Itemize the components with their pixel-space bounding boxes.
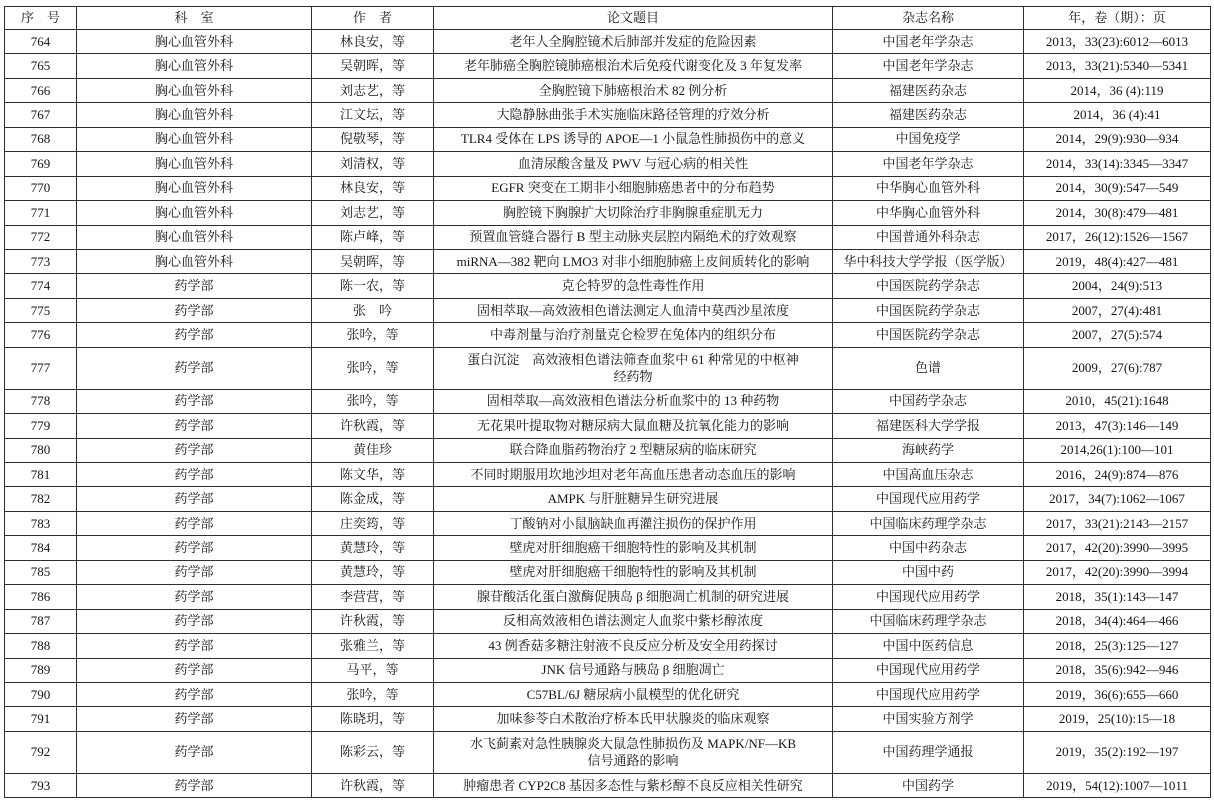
cell-number: 788	[5, 634, 77, 658]
cell-journal: 中国医院药学杂志	[833, 274, 1024, 298]
table-header	[5, 7, 1211, 30]
table-row	[5, 560, 1211, 584]
cell-journal: 中国现代应用药学	[833, 682, 1024, 706]
cell-title: 腺苷酸活化蛋白激酶促胰岛 β 细胞凋亡机制的研究进展	[434, 585, 833, 609]
cell-citation: 2019，48(4):427—481	[1024, 249, 1211, 273]
header-journal: 杂志名称	[833, 7, 1024, 30]
cell-citation: 2007，27(4):481	[1024, 298, 1211, 322]
cell-department: 药学部	[77, 560, 312, 584]
cell-author: 吴朝晖，等	[312, 54, 434, 78]
cell-author: 张雅兰，等	[312, 634, 434, 658]
cell-department: 药学部	[77, 682, 312, 706]
cell-journal: 中国医院药学杂志	[833, 298, 1024, 322]
cell-department: 药学部	[77, 438, 312, 462]
cell-journal: 中国老年学杂志	[833, 54, 1024, 78]
cell-journal: 中国现代应用药学	[833, 585, 1024, 609]
cell-title: 全胸腔镜下肺癌根治术 82 例分析	[434, 78, 833, 102]
cell-number: 777	[5, 347, 77, 389]
cell-department: 药学部	[77, 298, 312, 322]
cell-department: 药学部	[77, 658, 312, 682]
cell-journal: 中国医院药学杂志	[833, 323, 1024, 347]
cell-author: 林良安，等	[312, 30, 434, 54]
cell-title: 中毒剂量与治疗剂量克仑检罗在兔体内的组织分布	[434, 323, 833, 347]
cell-department: 胸心血管外科	[77, 78, 312, 102]
table-row	[5, 176, 1211, 200]
table-row	[5, 707, 1211, 731]
cell-journal: 中国药学杂志	[833, 389, 1024, 413]
cell-author: 江文坛，等	[312, 103, 434, 127]
table-header-row	[5, 7, 1211, 30]
cell-department: 胸心血管外科	[77, 127, 312, 151]
cell-citation: 2014，36 (4):41	[1024, 103, 1211, 127]
cell-number: 780	[5, 438, 77, 462]
cell-author: 黄佳珍	[312, 438, 434, 462]
table-row	[5, 609, 1211, 633]
cell-number: 786	[5, 585, 77, 609]
table-row	[5, 347, 1211, 389]
table-row	[5, 249, 1211, 273]
table-row	[5, 487, 1211, 511]
cell-journal: 中国临床药理学杂志	[833, 511, 1024, 535]
cell-title: 老年肺癌全胸腔镜肺癌根治术后免疫代谢变化及 3 年复发率	[434, 54, 833, 78]
cell-author: 张吟，等	[312, 389, 434, 413]
cell-author: 李营营，等	[312, 585, 434, 609]
cell-number: 783	[5, 511, 77, 535]
table-row	[5, 463, 1211, 487]
cell-journal: 福建医药杂志	[833, 78, 1024, 102]
cell-author: 陈彩云，等	[312, 731, 434, 773]
table-row	[5, 103, 1211, 127]
cell-title: 43 例香菇多糖注射液不良反应分析及安全用药探讨	[434, 634, 833, 658]
cell-journal: 中国高血压杂志	[833, 463, 1024, 487]
table-row	[5, 127, 1211, 151]
cell-title: 壁虎对肝细胞癌干细胞特性的影响及其机制	[434, 560, 833, 584]
table-row	[5, 731, 1211, 773]
cell-title: 肿瘤患者 CYP2C8 基因多态性与紫杉醇不良反应相关性研究	[434, 773, 833, 797]
cell-number: 793	[5, 773, 77, 797]
cell-department: 药学部	[77, 323, 312, 347]
cell-journal: 华中科技大学学报（医学版）	[833, 249, 1024, 273]
cell-citation: 2014，33(14):3345—3347	[1024, 152, 1211, 176]
cell-number: 774	[5, 274, 77, 298]
header-number: 序 号	[5, 7, 77, 30]
cell-journal: 中国老年学杂志	[833, 152, 1024, 176]
cell-citation: 2007，27(5):574	[1024, 323, 1211, 347]
cell-title: 不同时期服用坎地沙坦对老年高血压患者动态血压的影响	[434, 463, 833, 487]
cell-title: 加味参苓白术散治疗桥本氏甲状腺炎的临床观察	[434, 707, 833, 731]
table-row	[5, 682, 1211, 706]
cell-author: 倪敬琴，等	[312, 127, 434, 151]
cell-journal: 福建医科大学学报	[833, 414, 1024, 438]
cell-citation: 2017，42(20):3990—3994	[1024, 560, 1211, 584]
cell-author: 黄慧玲，等	[312, 560, 434, 584]
table-row	[5, 634, 1211, 658]
cell-department: 胸心血管外科	[77, 249, 312, 273]
cell-title: 大隐静脉曲张手术实施临床路径管理的疗效分析	[434, 103, 833, 127]
cell-citation: 2014，36 (4):119	[1024, 78, 1211, 102]
cell-journal: 中华胸心血管外科	[833, 176, 1024, 200]
cell-journal: 福建医药杂志	[833, 103, 1024, 127]
cell-title: JNK 信号通路与胰岛 β 细胞凋亡	[434, 658, 833, 682]
cell-department: 药学部	[77, 773, 312, 797]
table-row	[5, 78, 1211, 102]
cell-title: 老年人全胸腔镜术后肺部并发症的危险因素	[434, 30, 833, 54]
table-row	[5, 225, 1211, 249]
cell-department: 药学部	[77, 609, 312, 633]
cell-title: C57BL/6J 糖尿病小鼠模型的优化研究	[434, 682, 833, 706]
cell-title: miRNA—382 靶向 LMO3 对非小细胞肺癌上皮间质转化的影响	[434, 249, 833, 273]
cell-number: 790	[5, 682, 77, 706]
cell-citation: 2019，36(6):655—660	[1024, 682, 1211, 706]
cell-number: 787	[5, 609, 77, 633]
cell-citation: 2009，27(6):787	[1024, 347, 1211, 389]
header-citation: 年，卷（期）：页	[1024, 7, 1211, 30]
cell-citation: 2018，25(3):125—127	[1024, 634, 1211, 658]
cell-journal: 中国现代应用药学	[833, 658, 1024, 682]
cell-author: 陈一农，等	[312, 274, 434, 298]
cell-number: 791	[5, 707, 77, 731]
publications-table	[4, 6, 1211, 798]
cell-title: 克仑特罗的急性毒性作用	[434, 274, 833, 298]
cell-department: 胸心血管外科	[77, 176, 312, 200]
cell-department: 药学部	[77, 487, 312, 511]
header-department: 科 室	[77, 7, 312, 30]
table-row	[5, 585, 1211, 609]
cell-department: 药学部	[77, 414, 312, 438]
cell-number: 767	[5, 103, 77, 127]
cell-journal: 中国中药杂志	[833, 536, 1024, 560]
cell-title: 蛋白沉淀 高效液相色谱法筛查血浆中 61 种常见的中枢神经药物	[434, 347, 833, 389]
cell-department: 胸心血管外科	[77, 225, 312, 249]
cell-department: 药学部	[77, 347, 312, 389]
cell-title: 预置血管缝合器行 B 型主动脉夹层腔内隔绝术的疗效观察	[434, 225, 833, 249]
cell-number: 776	[5, 323, 77, 347]
cell-department: 胸心血管外科	[77, 30, 312, 54]
table-row	[5, 298, 1211, 322]
cell-title: TLR4 受体在 LPS 诱导的 APOE—1 小鼠急性肺损伤中的意义	[434, 127, 833, 151]
cell-journal: 中国免疫学	[833, 127, 1024, 151]
cell-author: 张吟，等	[312, 323, 434, 347]
cell-number: 782	[5, 487, 77, 511]
cell-citation: 2018，35(1):143—147	[1024, 585, 1211, 609]
cell-citation: 2004，24(9):513	[1024, 274, 1211, 298]
cell-citation: 2010，45(21):1648	[1024, 389, 1211, 413]
table-row	[5, 511, 1211, 535]
cell-number: 772	[5, 225, 77, 249]
header-title: 论文题目	[434, 7, 833, 30]
cell-journal: 中国现代应用药学	[833, 487, 1024, 511]
table-body	[5, 30, 1211, 798]
cell-author: 陈晓玥，等	[312, 707, 434, 731]
table-row	[5, 152, 1211, 176]
cell-number: 770	[5, 176, 77, 200]
cell-author: 马平，等	[312, 658, 434, 682]
cell-citation: 2017，33(21):2143—2157	[1024, 511, 1211, 535]
cell-journal: 中国中医药信息	[833, 634, 1024, 658]
cell-department: 药学部	[77, 463, 312, 487]
cell-department: 药学部	[77, 634, 312, 658]
cell-journal: 中国普通外科杂志	[833, 225, 1024, 249]
cell-journal: 中国实验方剂学	[833, 707, 1024, 731]
cell-department: 药学部	[77, 511, 312, 535]
table-row	[5, 323, 1211, 347]
table-row	[5, 773, 1211, 797]
cell-citation: 2018，34(4):464—466	[1024, 609, 1211, 633]
cell-department: 胸心血管外科	[77, 201, 312, 225]
cell-number: 773	[5, 249, 77, 273]
cell-title: 固相萃取—高效液相色谱法分析血浆中的 13 种药物	[434, 389, 833, 413]
cell-number: 769	[5, 152, 77, 176]
cell-department: 胸心血管外科	[77, 103, 312, 127]
cell-title: 丁酸钠对小鼠脑缺血再灌注损伤的保护作用	[434, 511, 833, 535]
cell-title: 联合降血脂药物治疗 2 型糖尿病的临床研究	[434, 438, 833, 462]
cell-number: 789	[5, 658, 77, 682]
cell-citation: 2016，24(9):874—876	[1024, 463, 1211, 487]
cell-citation: 2019，35(2):192—197	[1024, 731, 1211, 773]
cell-title: 无花果叶提取物对糖尿病大鼠血糖及抗氧化能力的影响	[434, 414, 833, 438]
cell-citation: 2019，54(12):1007—1011	[1024, 773, 1211, 797]
cell-journal: 中国临床药理学杂志	[833, 609, 1024, 633]
cell-department: 药学部	[77, 707, 312, 731]
table-row	[5, 658, 1211, 682]
cell-number: 764	[5, 30, 77, 54]
cell-title: 固相萃取—高效液相色谱法测定人血清中莫西沙星浓度	[434, 298, 833, 322]
cell-number: 781	[5, 463, 77, 487]
cell-citation: 2017，26(12):1526—1567	[1024, 225, 1211, 249]
cell-journal: 中国老年学杂志	[833, 30, 1024, 54]
cell-citation: 2013，33(23):6012—6013	[1024, 30, 1211, 54]
cell-number: 771	[5, 201, 77, 225]
cell-citation: 2017，42(20):3990—3995	[1024, 536, 1211, 560]
cell-citation: 2014,26(1):100—101	[1024, 438, 1211, 462]
cell-author: 刘志艺，等	[312, 201, 434, 225]
table-row	[5, 30, 1211, 54]
cell-citation: 2013，33(21):5340—5341	[1024, 54, 1211, 78]
cell-title: 壁虎对肝细胞癌干细胞特性的影响及其机制	[434, 536, 833, 560]
cell-author: 刘志艺，等	[312, 78, 434, 102]
cell-title: 反相高效液相色谱法测定人血浆中紫杉醇浓度	[434, 609, 833, 633]
cell-department: 药学部	[77, 389, 312, 413]
cell-department: 胸心血管外科	[77, 152, 312, 176]
cell-journal: 中国药学	[833, 773, 1024, 797]
table-row	[5, 414, 1211, 438]
cell-citation: 2014，29(9):930—934	[1024, 127, 1211, 151]
cell-citation: 2017，34(7):1062—1067	[1024, 487, 1211, 511]
cell-journal: 中国药理学通报	[833, 731, 1024, 773]
cell-number: 775	[5, 298, 77, 322]
cell-title: 血清尿酸含量及 PWV 与冠心病的相关性	[434, 152, 833, 176]
cell-title: 胸腔镜下胸腺扩大切除治疗非胸腺重症肌无力	[434, 201, 833, 225]
cell-author: 刘清权，等	[312, 152, 434, 176]
cell-author: 黄慧玲，等	[312, 536, 434, 560]
table-row	[5, 201, 1211, 225]
cell-number: 779	[5, 414, 77, 438]
cell-citation: 2014，30(9):547—549	[1024, 176, 1211, 200]
cell-citation: 2014，30(8):479—481	[1024, 201, 1211, 225]
cell-author: 许秋霞，等	[312, 414, 434, 438]
table-row	[5, 536, 1211, 560]
header-author: 作 者	[312, 7, 434, 30]
cell-number: 766	[5, 78, 77, 102]
cell-author: 张吟，等	[312, 347, 434, 389]
cell-department: 胸心血管外科	[77, 54, 312, 78]
cell-number: 765	[5, 54, 77, 78]
cell-journal: 海峡药学	[833, 438, 1024, 462]
cell-author: 张吟，等	[312, 682, 434, 706]
cell-author: 陈金成，等	[312, 487, 434, 511]
cell-journal: 中华胸心血管外科	[833, 201, 1024, 225]
cell-number: 784	[5, 536, 77, 560]
cell-department: 药学部	[77, 585, 312, 609]
table-row	[5, 54, 1211, 78]
cell-author: 陈卢峰，等	[312, 225, 434, 249]
cell-author: 张 吟	[312, 298, 434, 322]
cell-department: 药学部	[77, 731, 312, 773]
cell-title: AMPK 与肝脏糖异生研究进展	[434, 487, 833, 511]
cell-department: 药学部	[77, 274, 312, 298]
cell-number: 792	[5, 731, 77, 773]
cell-number: 778	[5, 389, 77, 413]
cell-number: 768	[5, 127, 77, 151]
table-row	[5, 274, 1211, 298]
cell-citation: 2013，47(3):146—149	[1024, 414, 1211, 438]
cell-number: 785	[5, 560, 77, 584]
cell-title: EGFR 突变在工期非小细胞肺癌患者中的分布趋势	[434, 176, 833, 200]
cell-author: 许秋霞，等	[312, 609, 434, 633]
table-row	[5, 389, 1211, 413]
cell-author: 林良安，等	[312, 176, 434, 200]
cell-journal: 中国中药	[833, 560, 1024, 584]
cell-citation: 2019，25(10):15—18	[1024, 707, 1211, 731]
cell-citation: 2018，35(6):942—946	[1024, 658, 1211, 682]
cell-author: 庄奕筠，等	[312, 511, 434, 535]
cell-author: 许秋霞，等	[312, 773, 434, 797]
cell-department: 药学部	[77, 536, 312, 560]
cell-title: 水飞蓟素对急性胰腺炎大鼠急性肺损伤及 MAPK/NF—KB 信号通路的影响	[434, 731, 833, 773]
table-row	[5, 438, 1211, 462]
cell-author: 吴朝晖，等	[312, 249, 434, 273]
cell-author: 陈文华，等	[312, 463, 434, 487]
cell-journal: 色谱	[833, 347, 1024, 389]
